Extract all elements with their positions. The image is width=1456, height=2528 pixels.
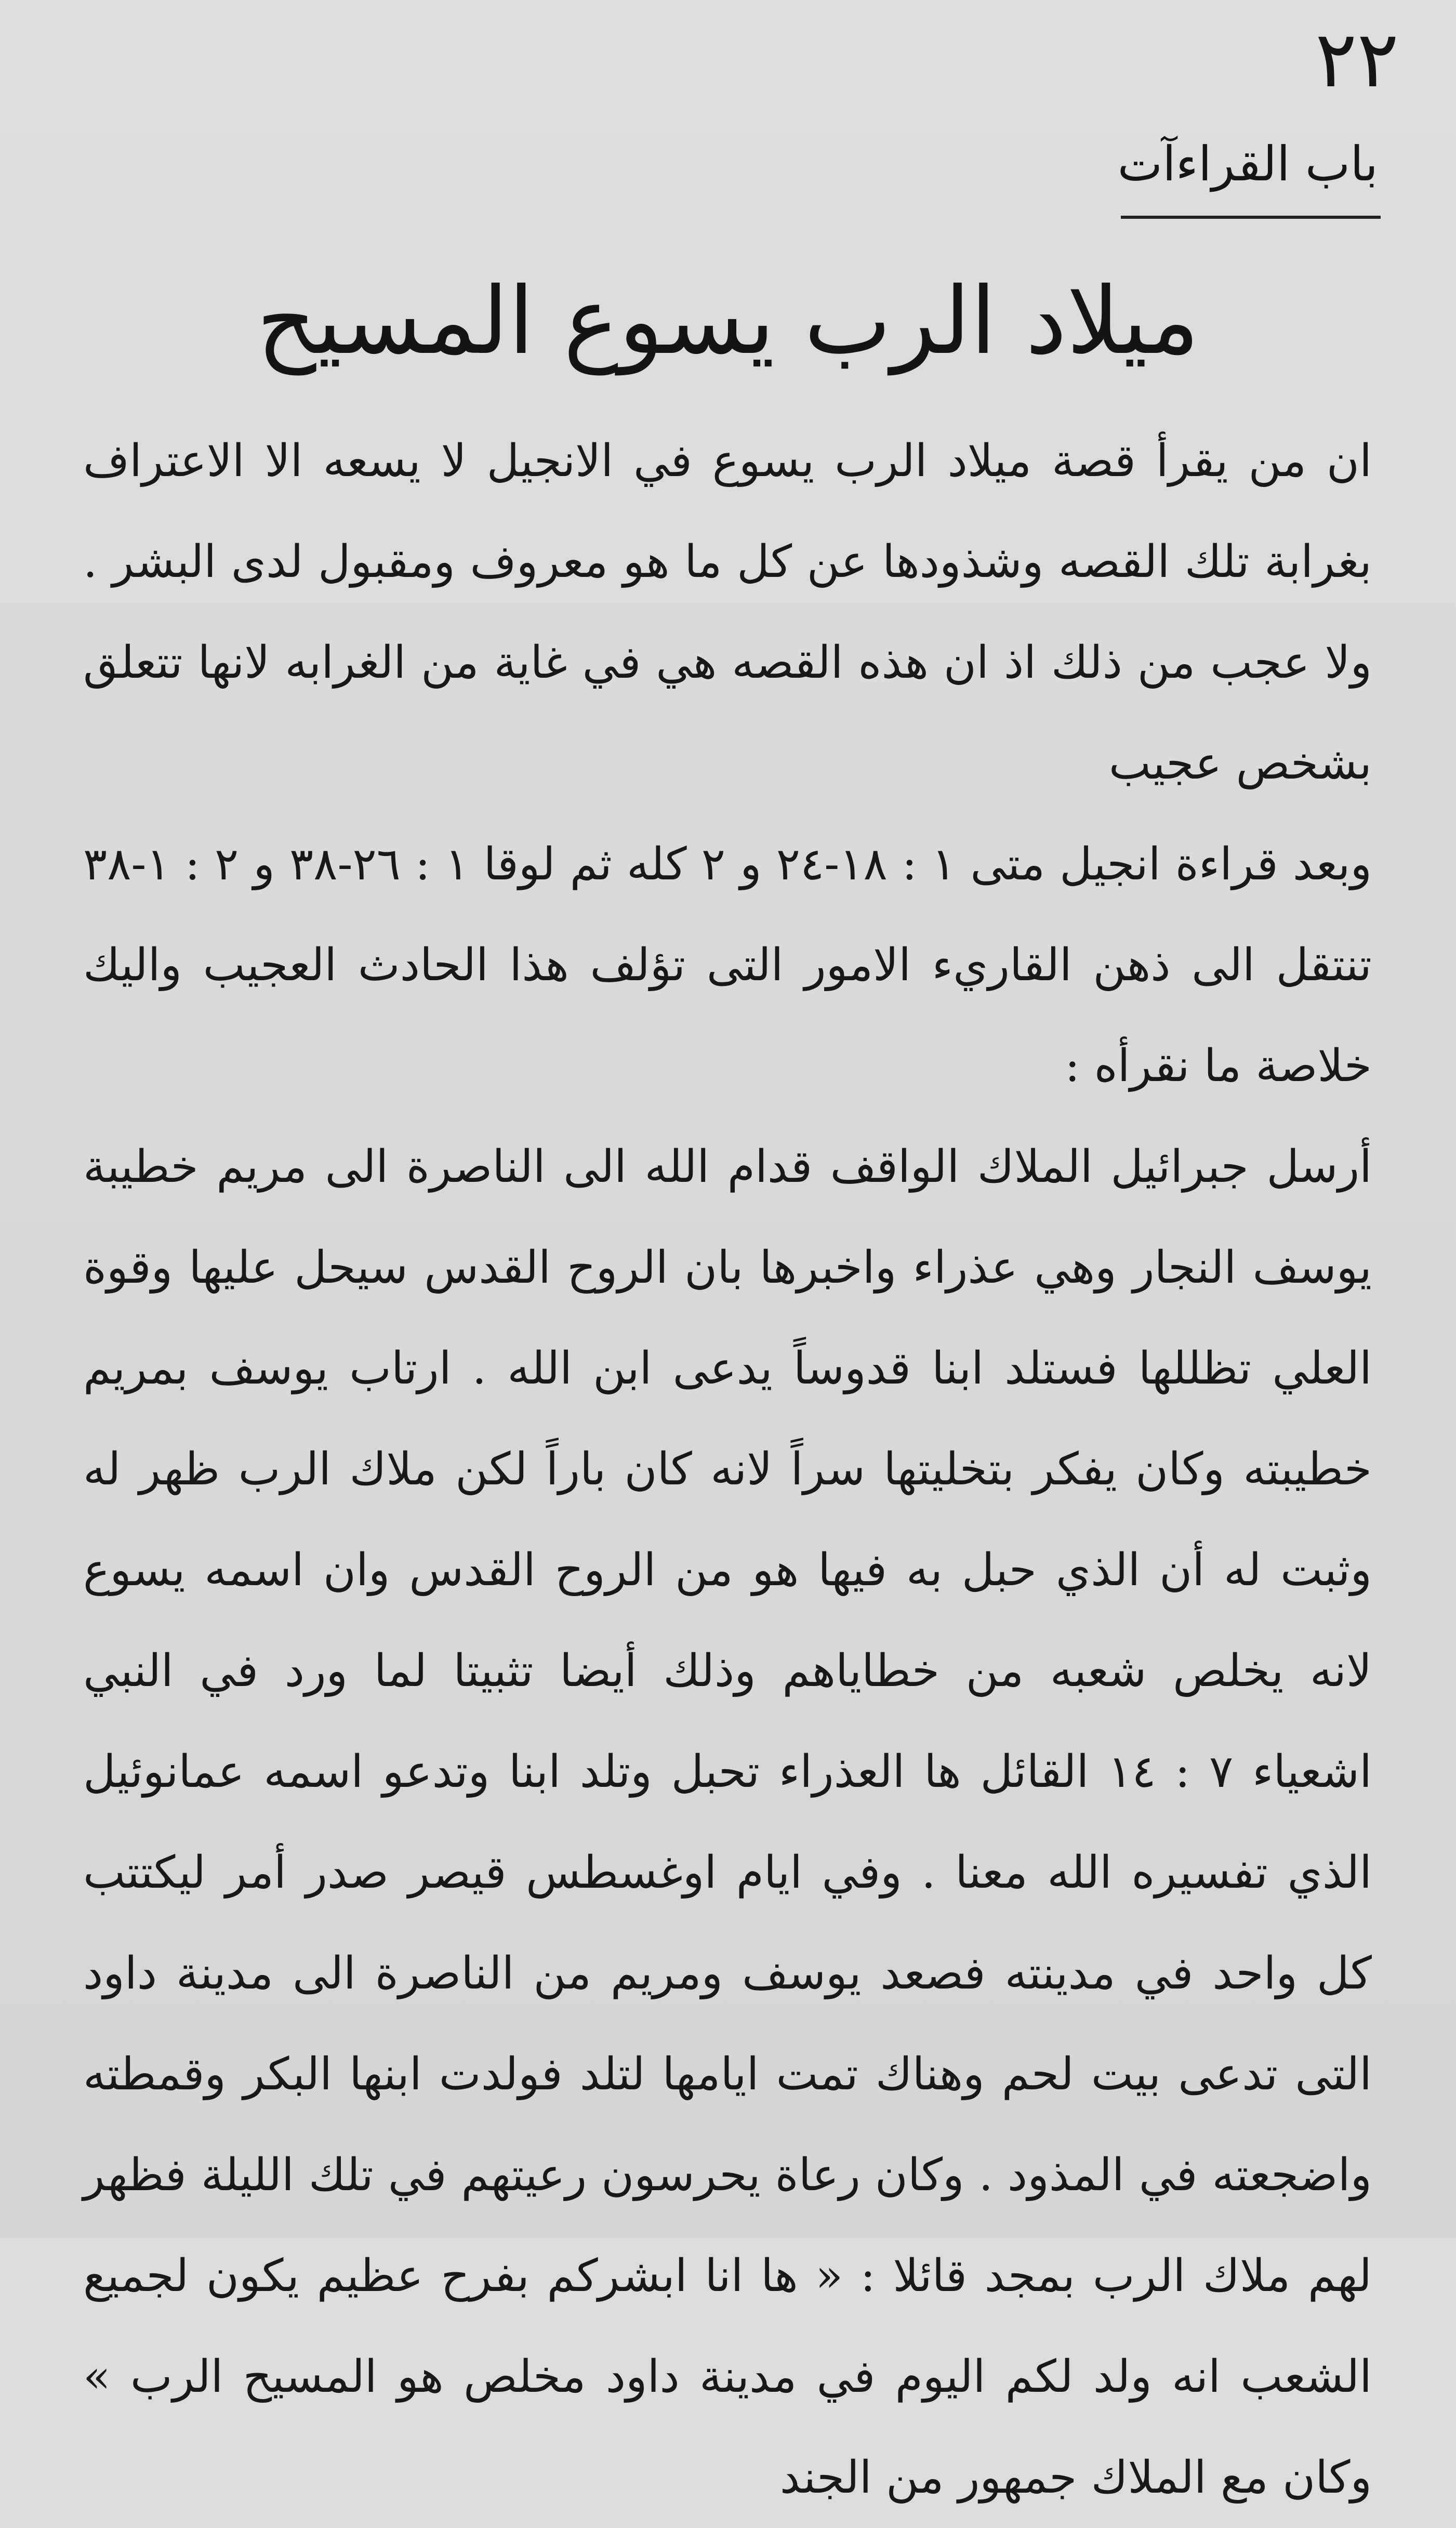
section-label: باب القراءآت bbox=[1117, 136, 1378, 192]
chapter-title: ميلاد الرب يسوع المسيح bbox=[256, 267, 1200, 375]
section-underline bbox=[1121, 216, 1381, 219]
paragraph: أرسل جبرائيل الملاك الواقف قدام الله الى الناصرة الى مريم خطيبة يوسف النجار وهي عذراء واخبرها بان الروح القدس سيحل عليها وقوة العلي تظللها فستلد ابنا قدوساً يدعى ابن الله . ارتاب يوسف بمريم خطيبته وكان يفكر بتخليتها سراً لانه كان باراً لكن ملاك الرب ظهر له وثبت له أن الذي حبل به فيها هو من الروح القدس وان اسمه يسوع لانه يخلص شعبه من خطاياهم وذلك أيضا تثبيتا لما ورد في النبي اشعياء ٧ : ١٤ القائل ها العذراء تحبل وتلد ابنا وتدعو اسمه عمانوئيل الذي تفسيره الله معنا . وفي ايام اوغسطس قيصر صدر أمر ليكتتب كل واحد في مدينته فصعد يوسف ومريم من الناصرة الى مدينة داود التى تدعى بيت لحم وهناك تمت ايامها لتلد فولدت ابنها البكر وقمطته واضجعته في المذود . وكان رعاة يحرسون رعيتهم في تلك الليلة فظهر لهم ملاك الرب بمجد قائلا : « ها انا ابشركم بفرح عظيم يكون لجميع الشعب انه ولد لكم اليوم في مدينة داود مخلص هو المسيح الرب » وكان مع الملاك جمهور من الجند bbox=[83, 1141, 1372, 2504]
body-text bbox=[83, 411, 1372, 2528]
paragraph: ان من يقرأ قصة ميلاد الرب يسوع في الانجيل لا يسعه الا الاعتراف بغرابة تلك القصه وشذودها عن كل ما هو معروف ومقبول لدى البشر . ولا عجب من ذلك اذ ان هذه القصه هي في غاية من الغرابه لانها تتعلق بشخص عجيب bbox=[83, 435, 1372, 789]
paragraph: وبعد قراءة انجيل متى ١ : ١٨-٢٤ و ٢ كله ثم لوقا ١ : ٢٦-٣٨ و ٢ : ١-٣٨ تنتقل الى ذهن القاريء الامور التى تؤلف هذا الحادث العجيب واليك خلاصة ما نقرأه : bbox=[83, 838, 1372, 1092]
page-number: ٢٢ bbox=[1315, 15, 1399, 105]
